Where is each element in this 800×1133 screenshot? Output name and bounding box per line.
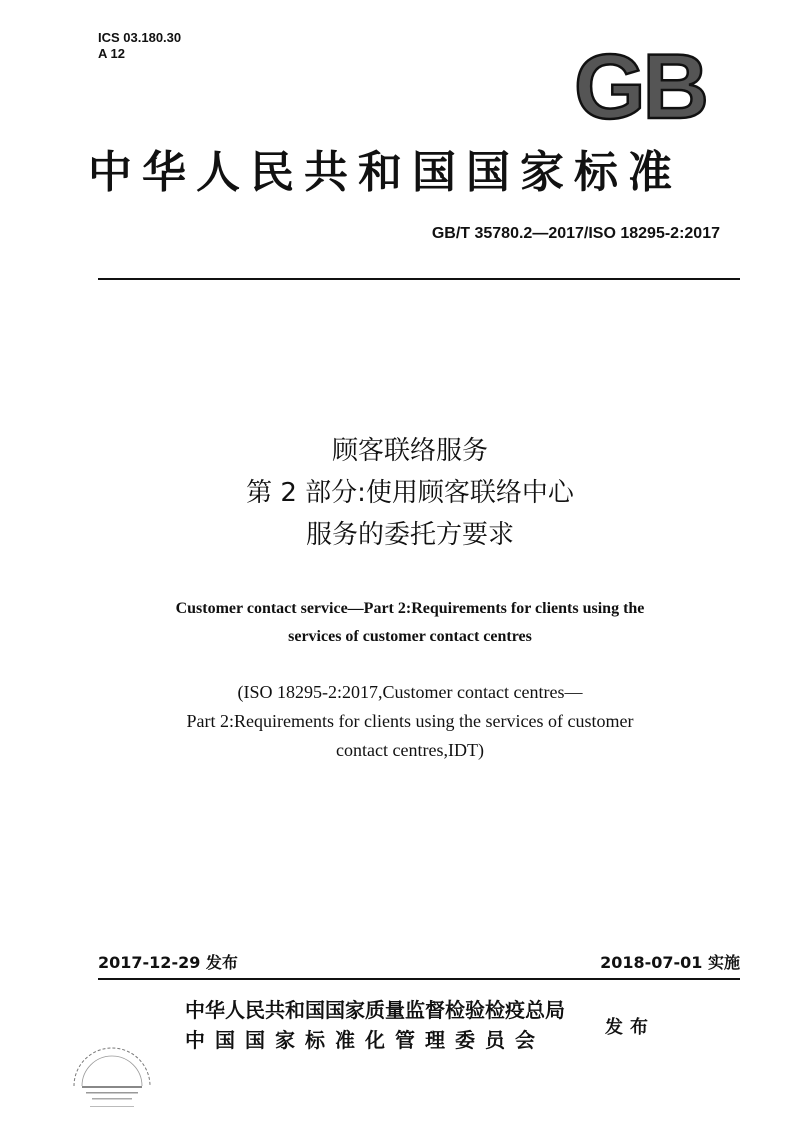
watermark-stamp	[62, 1028, 162, 1118]
chinese-title-line: 服务的委托方要求	[305, 520, 514, 550]
iso-note-line: Part 2:Requirements for clients using the services of customer	[186, 711, 634, 731]
ccs-code: A 12	[98, 46, 125, 61]
english-title-line: Customer contact service—Part 2:Requirements for clients using the	[175, 600, 645, 617]
iso-note-line: contact centres,IDT)	[336, 740, 484, 760]
national-standard-title: 中华人民共和国国家标准	[88, 147, 682, 198]
top-divider	[98, 278, 740, 280]
iso-note-line: (ISO 18295-2:2017,Customer contact centres—	[237, 682, 583, 702]
issue-date: 2017-12-29 发布	[98, 953, 238, 972]
chinese-title-line: 顾客联络服务	[331, 436, 488, 466]
issuing-authority-line: 中华人民共和国国家质量监督检验检疫总局	[185, 998, 565, 1022]
iso-reference-note	[90, 678, 730, 765]
english-title	[110, 595, 710, 651]
implementation-date: 2018-07-01 实施	[600, 953, 740, 972]
issuing-authority-line: 中国国家标准化管理委员会	[185, 1028, 545, 1052]
ics-code: ICS 03.180.30	[98, 30, 182, 45]
issuing-authorities	[185, 995, 615, 1055]
standard-number: GB/T 35780.2—2017/ISO 18295-2:2017	[431, 225, 720, 242]
svg-text:GB: GB	[574, 42, 706, 130]
chinese-title	[130, 430, 690, 556]
release-label: 发布	[605, 1017, 655, 1038]
classification-codes	[98, 30, 181, 62]
english-title-line: services of customer contact centres	[288, 628, 532, 645]
gb-logo	[540, 42, 740, 130]
bottom-divider	[98, 978, 740, 980]
chinese-title-line: 第 2 部分:使用顾客联络中心	[246, 478, 574, 508]
